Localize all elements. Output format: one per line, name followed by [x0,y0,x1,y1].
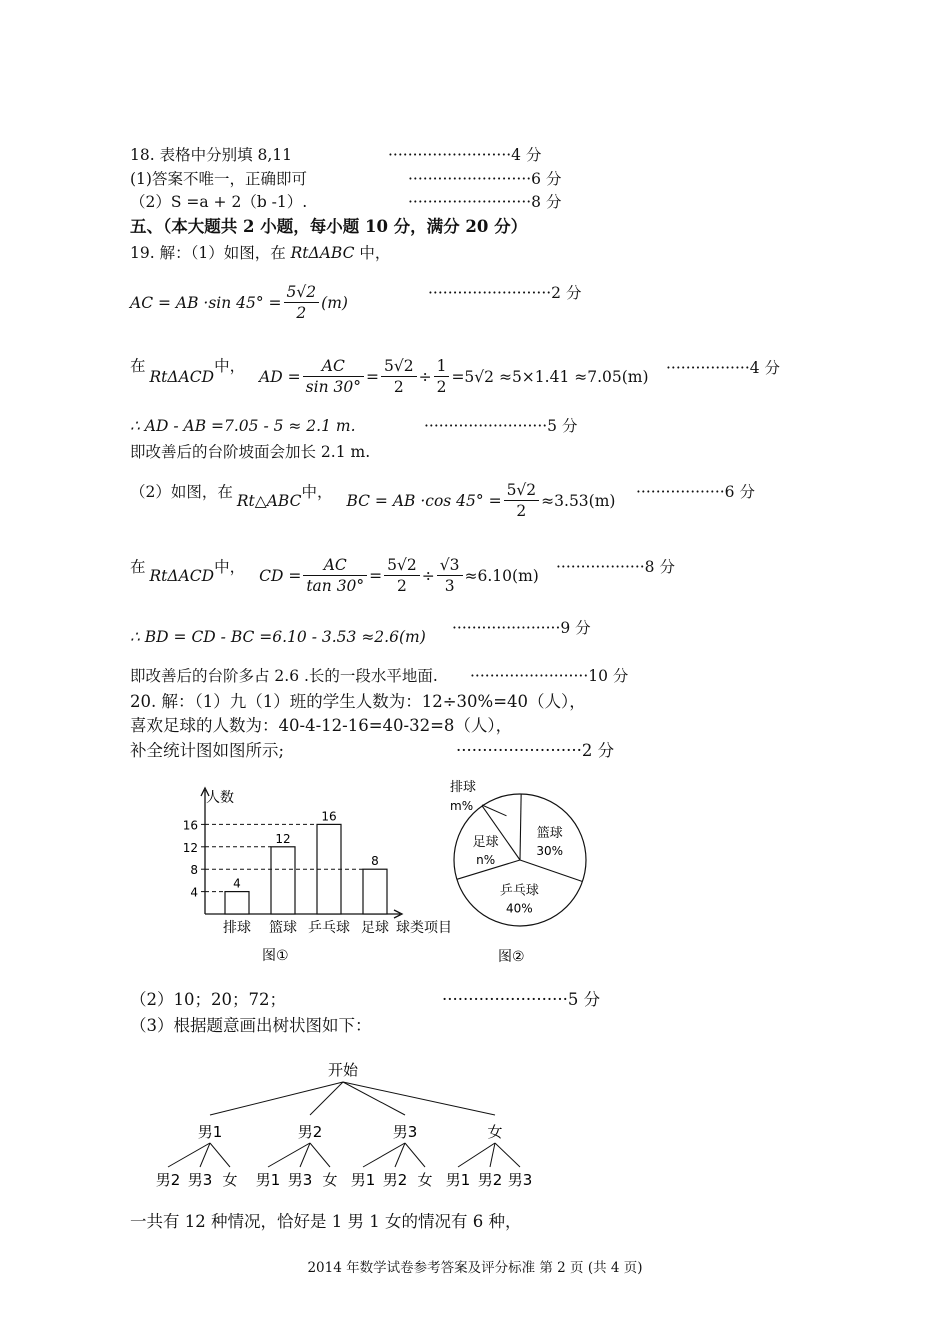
tree-branch [210,1143,230,1167]
tree-node-level2: 男2 [155,1171,181,1189]
q20-score2: ························5 分 [442,990,601,1009]
q19-eq2-rest: =5√2 ≈5×1.41 ≈7.05(m) [451,367,649,386]
pie-value-label: 40% [506,901,533,916]
q19-eq2-mid: 中， [214,356,246,375]
q19-eq5-f1-num: AC [303,555,367,576]
q19-intro-end: 中， [354,244,391,262]
q19-eq1-fraction [284,282,320,323]
q19-eq5-f2-den: 2 [397,577,407,595]
tree-branch [363,1143,405,1167]
bar-排球 [225,892,249,914]
tree-branch [343,1082,495,1115]
q19-eq5-frac1 [303,555,367,596]
q19-score7: ························10 分 [470,667,629,685]
pie-value-label: 30% [536,844,564,859]
q18-line2: (1)答案不唯一，正确即可 [130,170,307,188]
q19-eq2-f3-num: 1 [434,356,450,377]
q19-eq5-f2-num: 5√2 [384,555,420,576]
q19-eq1-num: 5√2 [284,282,320,303]
bar-ylabel: 人数 [206,790,234,806]
pie-label: 乒乓球 [499,883,539,899]
q18-line1: 18. 表格中分别填 8,11 [130,146,293,164]
tree-branch [490,1143,495,1167]
q18-score1: ·························4 分 [388,146,542,164]
tree-node-level1: 男3 [392,1123,418,1141]
q19-eq5-f1-den: tan 30° [306,577,365,595]
q19-eq5-pre: 在 [130,557,146,576]
q19-eq5-frac2 [384,555,420,596]
q19-conclusion2: 即改善后的台阶多占 2.6 .长的一段水平地面. [130,667,438,685]
q19-eq5-mid: 中， [214,557,246,576]
bar-ytick-label: 4 [190,885,198,900]
q19-eq4-num: 5√2 [504,480,540,501]
section-five-title: 五、（本大题共 2 小题，每小题 10 分，满分 20 分） [130,217,528,236]
pie-label: 排球 [450,780,477,795]
tree-diagram [130,1055,590,1195]
q20-score1: ························2 分 [456,741,615,760]
q19-eq2-f1-num: AC [303,356,364,377]
q20-part3: （3）根据题意画出树状图如下： [130,1016,372,1035]
q19-eq2-frac1 [303,356,364,397]
q19-conclusion1: 即改善后的台阶坡面会加长 2.1 m. [130,443,371,461]
bar-category-label: 足球 [361,920,389,936]
tree-node-level1: 男2 [297,1123,323,1141]
q19-intro [130,243,390,263]
q18-score3: ·························8 分 [408,193,562,211]
bar-篮球 [271,847,295,914]
tree-node-level2: 男2 [382,1171,408,1189]
q19-score2: ·················4 分 [666,359,781,377]
pie-chart [440,775,600,975]
tree-node-level2: 女 [222,1171,238,1189]
q18-score2: ·························6 分 [408,170,562,188]
tree-node-level1: 女 [487,1123,503,1141]
tree-node-level2: 男1 [445,1171,471,1189]
q19-eq4-rest: ≈3.53(m) [541,491,616,510]
q19-part2-mid: 中， [301,482,333,501]
q19-intro-text: 19. 解：（1）如图，在 [130,244,286,262]
q19-score5: ··················8 分 [556,558,675,576]
q19-eq5-f3-num: √3 [437,555,463,576]
q19-eq5-lhs: CD = [259,566,302,585]
q19-eq2-frac2 [381,356,417,397]
q19-part2-tri: Rt△ABC [236,491,302,510]
tree-branch [310,1082,343,1115]
tree-branch [495,1143,520,1167]
tree-branch [210,1082,343,1115]
tree-branch [458,1143,495,1167]
pie-label: 足球 [472,835,499,851]
tree-node-level2: 女 [417,1171,433,1189]
tree-node-level2: 男3 [287,1171,313,1189]
bar-ytick-label: 12 [182,840,198,855]
tree-node-level2: 男1 [350,1171,376,1189]
q19-eq1-lhs: AC = AB ·sin 45° = [130,293,282,312]
bar-value-label: 16 [321,809,337,824]
q19-intro-triangle: RtΔABC [290,244,355,262]
tree-node-level2: 男2 [477,1171,503,1189]
q19-eq2-f1-den: sin 30° [305,378,361,396]
bar-value-label: 4 [233,876,241,891]
tree-branch [200,1143,210,1167]
tree-branch [395,1143,405,1167]
pie-caption: 图② [498,949,525,965]
q19-eq5-rest: ≈6.10(m) [464,566,539,585]
bar-ytick-label: 8 [190,863,198,878]
q19-eq1-den: 2 [296,304,307,322]
q19-eq2-pre: 在 [130,356,146,375]
bar-category-label: 乒乓球 [308,920,350,936]
tree-node-level2: 女 [322,1171,338,1189]
tree-branch [268,1143,310,1167]
bar-xlabel: 球类项目 [396,920,452,936]
q19-score1: ·························2 分 [428,284,582,302]
pie-value-label: n% [476,853,496,868]
q19-score3: ·························5 分 [424,417,578,435]
pie-value-label: m% [450,799,474,813]
q19-part2-pre: （2）如图，在 [130,482,233,501]
bar-category-label: 篮球 [269,920,297,936]
tree-node-level1: 男1 [197,1123,223,1141]
q19-score4: ··················6 分 [636,483,755,501]
q19-eq1 [130,282,348,323]
tree-branch [310,1143,330,1167]
q20-line2: 喜欢足球的人数为：40-4-12-16=40-32=8（人）， [130,716,513,735]
q19-eq5: 在 RtΔACD 中， CD = $\frac{AC}{\tan 30^\circ}$ = $\frac{5√2}{2}$ ÷ $\frac{√3}{3}$ ≈6.10(m) [130,556,539,595]
q19-score6: ······················9 分 [452,619,591,637]
q19-eq4-fraction [504,480,540,521]
q19-eq2-f3-den: 2 [436,378,447,396]
q19-eq2-f2-num: 5√2 [381,356,417,377]
tree-node-level2: 男1 [255,1171,281,1189]
tree-root: 开始 [327,1061,359,1079]
q19-eq2-f2-den: 2 [393,378,404,396]
page-footer: 2014 年数学试卷参考答案及评分标准 第 2 页 (共 4 页) [307,1260,643,1276]
bar-ytick-label: 16 [182,818,198,833]
tree-node-level2: 男3 [187,1171,213,1189]
q20-final: 一共有 12 种情况，恰好是 1 男 1 女的情况有 6 种， [130,1212,522,1231]
q19-eq4 [130,480,615,521]
bar-caption: 图① [262,948,289,964]
bar-足球 [363,869,387,914]
q19-eq5-frac3 [437,555,463,596]
bar-value-label: 8 [371,854,379,869]
q19-eq2-lhs: AD = [259,367,301,386]
bar-chart [170,782,470,972]
q19-eq6: ∴ BD = CD - BC =6.10 - 3.53 ≈2.6(m) [130,628,426,646]
q19-eq4-den: 2 [516,502,527,520]
q20-part2: （2）10；20；72； [130,990,286,1009]
q19-eq2-frac3 [434,356,450,397]
tree-branch [168,1143,210,1167]
tree-branch [343,1082,405,1115]
q19-eq2-tri: RtΔACD [149,367,215,386]
q19-eq5-tri: RtΔACD [149,566,215,585]
q20-line3: 补全统计图如图所示; [130,741,285,760]
tree-branch [405,1143,425,1167]
bar-category-label: 排球 [223,920,251,936]
q18-line3: （2）S =a + 2（b -1）. [130,193,308,211]
q19-eq1-unit: (m) [321,293,348,312]
q19-eq4-lhs: BC = AB ·cos 45° = [346,491,502,510]
pie-label: 篮球 [536,826,563,842]
q20-line1: 20. 解：（1）九（1）班的学生人数为：12÷30%=40（人）， [130,692,586,711]
q19-eq5-f3-den: 3 [444,577,455,595]
tree-branch [300,1143,310,1167]
bar-value-label: 12 [275,831,291,846]
q19-eq2: 在 RtΔACD 中， AD = $\frac{AC}{\sin 30^\circ}$ = $\frac{5√2}{2}$ ÷ $\frac{1}{2}$ =5√2 ≈5×1.41 ≈7.05(m) [130,356,649,397]
tree-node-level2: 男3 [507,1171,533,1189]
q19-eq3: ∴ AD - AB =7.05 - 5 ≈ 2.1 m. [130,417,356,435]
